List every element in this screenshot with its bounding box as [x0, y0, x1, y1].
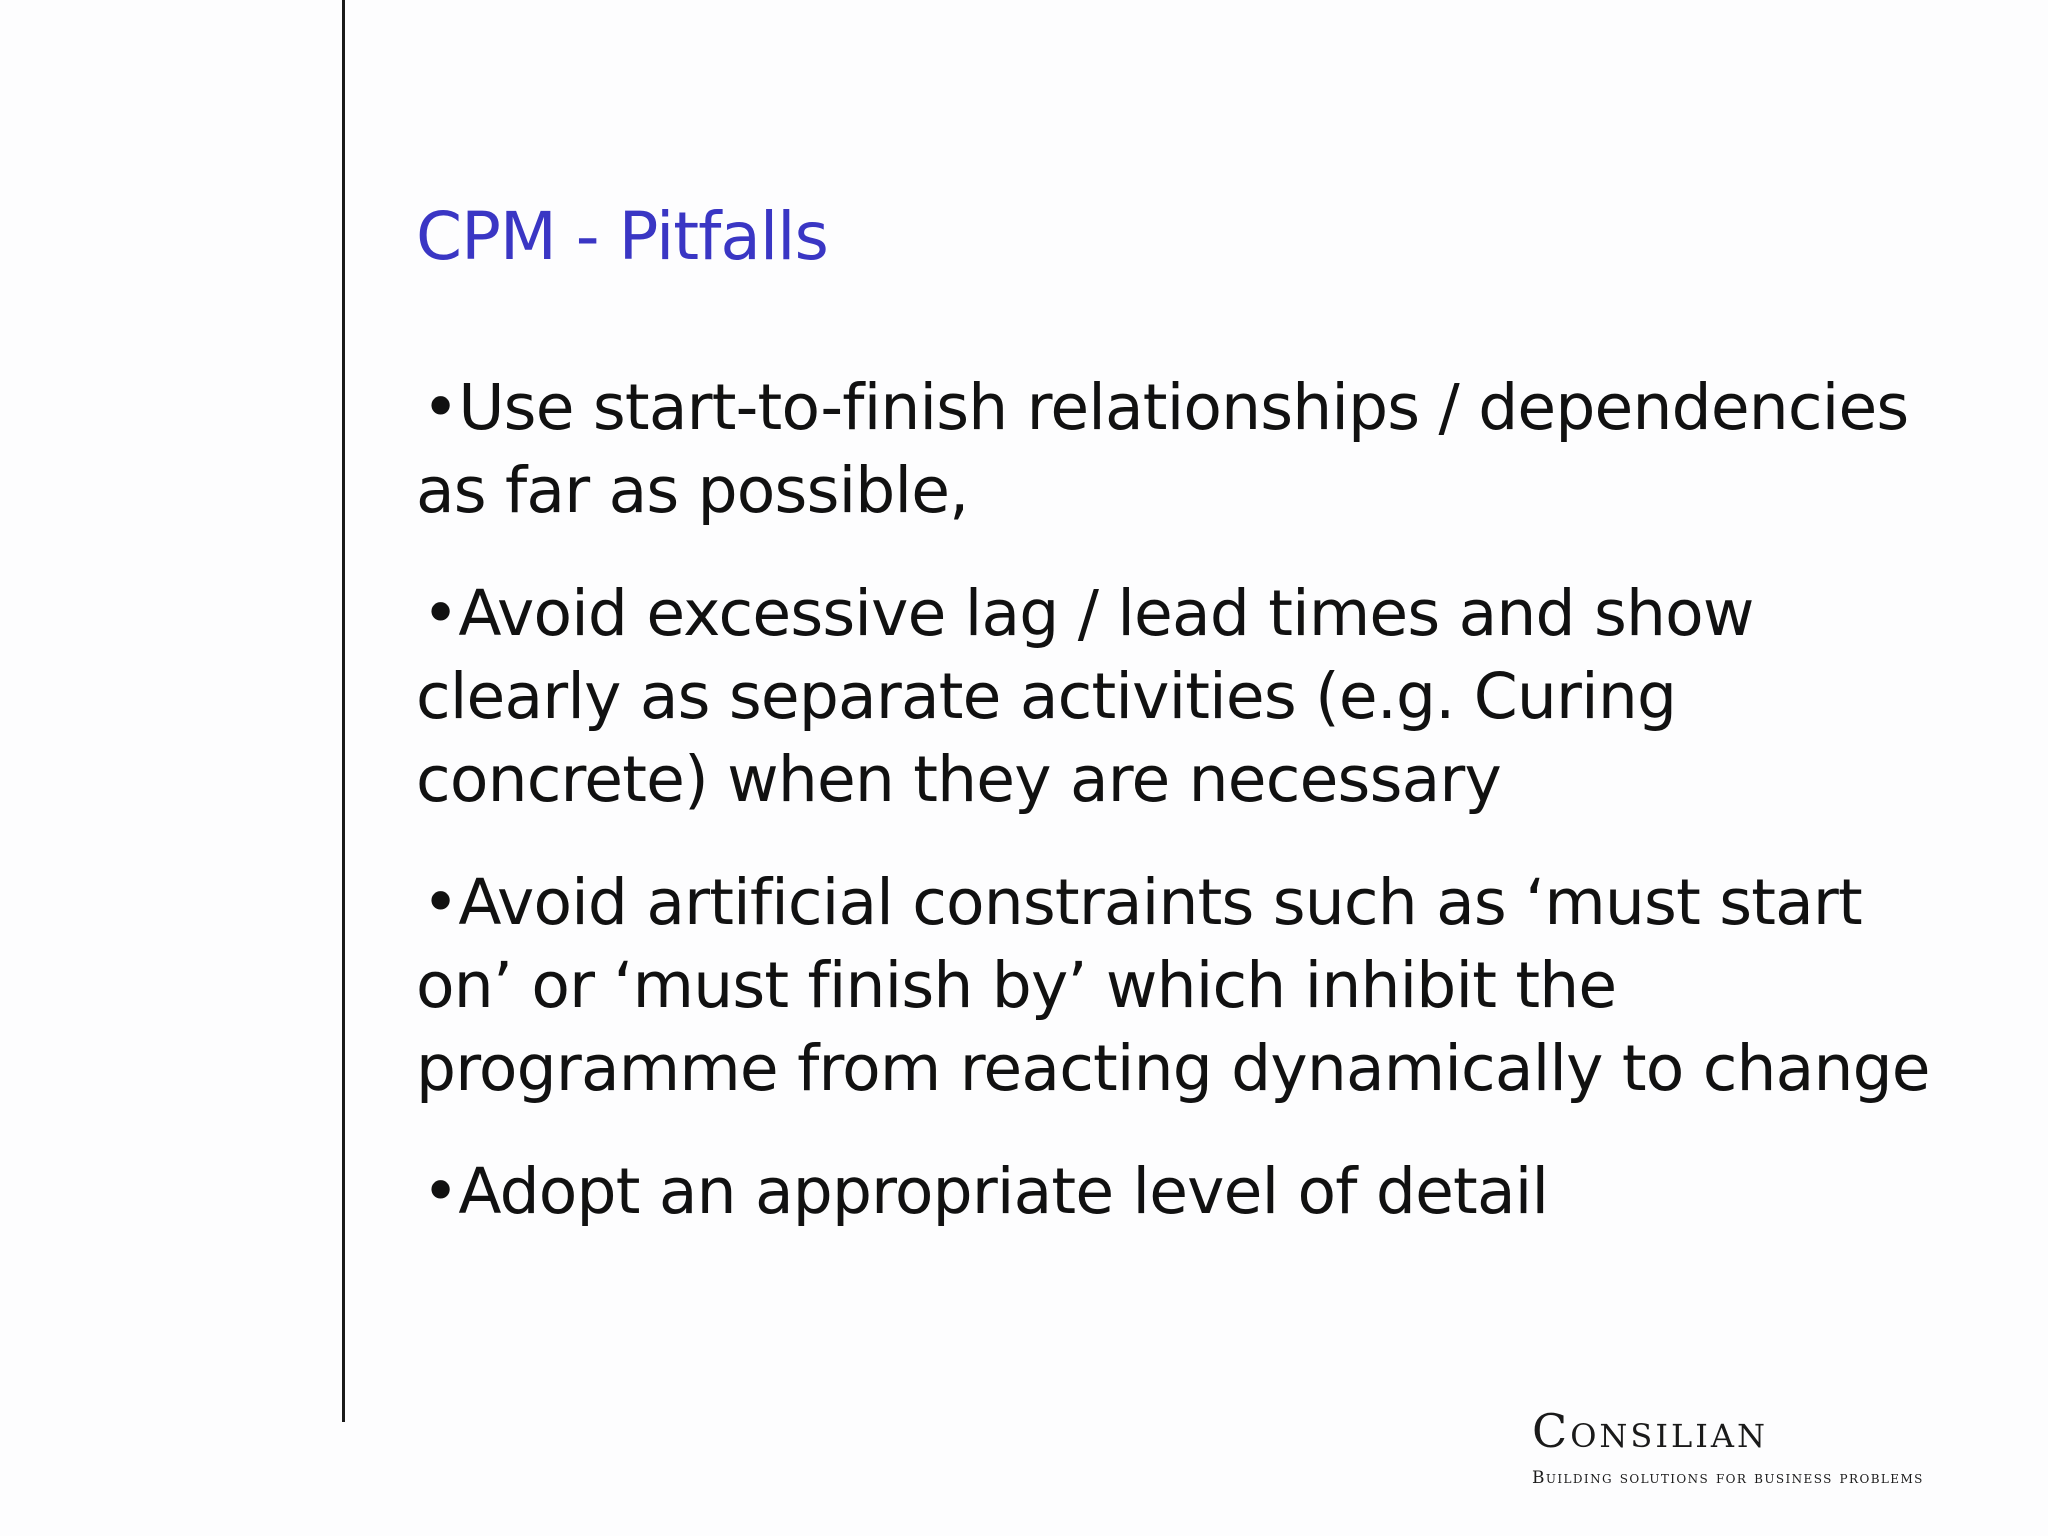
logo-name: Consilian	[1532, 1404, 1768, 1458]
bullet-item: • Use start-to-finish relationships / dependencies as far as possible,	[416, 366, 1976, 532]
bullet-item: • Adopt an appropriate level of detail	[416, 1150, 1976, 1233]
bullet-item: • Avoid artificial constraints such as ‘must start on’ or ‘must finish by’ which inhibit the programme from reacting dynamically to change	[416, 861, 1976, 1110]
vertical-rule	[342, 0, 345, 1422]
slide-title: CPM - Pitfalls	[416, 198, 828, 275]
bullet-list	[416, 366, 1976, 1273]
company-logo	[1532, 1404, 1924, 1488]
bullet-item: • Avoid excessive lag / lead times and show clearly as separate activities (e.g. Curing concrete) when they are necessary	[416, 572, 1976, 821]
logo-tagline: Building solutions for business problems	[1532, 1468, 1924, 1488]
